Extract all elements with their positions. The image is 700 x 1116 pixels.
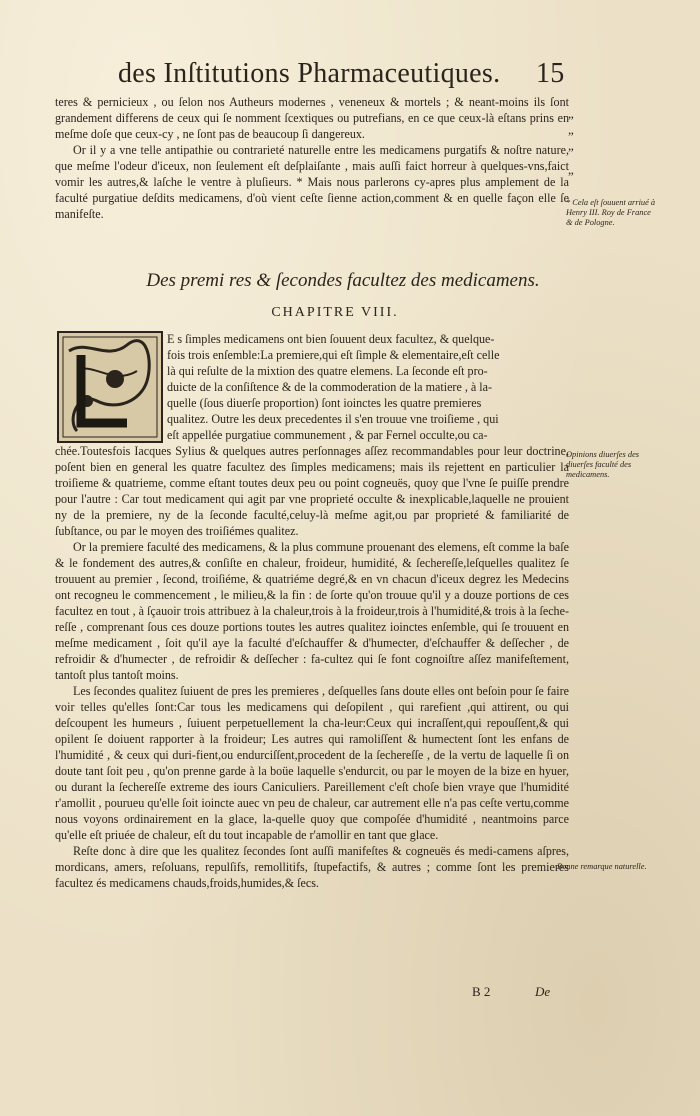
text-line: quelle (ſous diuerſe proportion) ſont ioinctes les quatre premieres <box>167 396 482 410</box>
chapter-heading: CHAPITRE VIII. <box>271 305 399 320</box>
paragraph-first-faculty: Or la premiere faculté des medicamens, & la plus commune prouenant des elemens, eſt comme la baſe & le fondement des autres,& conſiſte en chaleur, froideur, humidité, & ſechereſſe,leſquelles qualitez ſe trouuent au premier , ſecond, troiſiéme, & quatriéme degré,& en vn chacun d'iceux degrez les Medecins ont recogneu le commencement , le milieu,& la fin : de ſorte qu'on trouue qu'il y a douze portions de ces facultez en tout , à ſçauoir trois attribuez à la chaleur,trois à la froideur,trois à l'humidité,& trois à la ſeche-reſſe , comprenant ſous ces douze portions toutes les autres qualitez ioinctes enſemble, qui ſe trouuent en meſme medicament , ſoit qu'il aye la faculté d'eſchauffer & d'humecter, d'eſchauffer & deſſecher , de refroidir & d'humecter , de refroidir & deſſecher : fa-cultez qui ſe font cognoiſtre aſſez manifeſtement, tantoſt plus tantoſt moins. <box>55 540 569 682</box>
margin-note-henry: * Cela eſt ſouuent arriué à Henry III. Roy de France & de Pologne. <box>566 198 656 227</box>
paragraph-continued: teres & pernicieux , ou ſelon nos Autheurs modernes , veneneux & mortels ; & neant-moins ils ſont grandement differens de ceux qui ſe nomment ſcextiques ou putrefians, en ce que ceux-là eſtans prins en meſme doſe que ceux-cy , ne ſont pas de beaucoup ſi dangereux. <box>55 95 569 141</box>
text-line: eſt appellée purgatiue communement , & par Fernel occulte,ou ca- <box>167 428 488 442</box>
section-title: Des premi res & ſecondes facultez des medicamens. <box>146 270 540 291</box>
running-title: des Inſtitutions Pharmaceutiques. <box>118 58 501 89</box>
running-header <box>118 58 568 94</box>
quote-mark: „ <box>568 162 574 177</box>
quote-mark: „ <box>568 138 574 153</box>
text-line: fois trois enſemble:La premiere,qui eſt ſimple & elementaire,eſt celle <box>167 348 500 362</box>
chapter-body <box>55 443 569 891</box>
quote-mark: „ <box>568 106 574 121</box>
signature-mark: B 2 <box>472 984 491 999</box>
quote-mark: „ <box>568 122 574 137</box>
text-line: duicte de la conſiſtence & de la commoderation de la matiere , à la- <box>167 380 493 394</box>
chapter-opening <box>55 331 569 443</box>
text-line: E s ſimples medicamens ont bien ſouuent deux facultez, & quelque- <box>167 332 495 346</box>
quote-marks-column <box>568 98 586 178</box>
margin-note-opinions: Opinions diuerſes des diuerſes faculté des medicamens. <box>566 450 640 479</box>
top-text-block <box>55 94 569 222</box>
page-number: 15 <box>536 58 565 89</box>
margin-note-remark: Bonne remarque naturelle. <box>557 862 647 871</box>
text-line: là qui reſulte de la mixtion des quatre elemens. La ſeconde eſt pro- <box>167 364 488 378</box>
paragraph-conclusion: Reſte donc à dire que les qualitez ſecondes ſont auſſi manifeſtes & cogneuës és medi-camens aſpres, mordicans, amers, reſoluans, repulſifs, remollitifs, ſtupefactifs, & autres ; comme ſont les premieres facultez és medicamens chauds,froids,humides,& ſecs. <box>55 844 569 890</box>
text-line: qualitez. Outre les deux precedentes il s'en trouue vne troiſieme , qui <box>167 412 499 426</box>
paragraph-sylius: chée.Toutesfois Iacques Sylius & quelques autres perſonnages aſſez recommandables pour leur doctrine, poſent bien en general les quatre facultez des ſimples medicamens; mais ils rejettent en particulier la troiſieme & quatrieme, comme eſtant toutes deux peu ou point cogneuës, quoy que l'vne ſe puiſſe prendre pour l'autre : Car tout medicament qui agit par vne proprieté occulte & inexplicable,laquelle ne prouient ny de la premiere, ny de la ſeconde faculté,celuy-là meſme agit,ou par proprieté & familiarité de ſubſtance, ou par le moyen des troiſiémes qualitez. <box>55 444 569 538</box>
paragraph-antipathy: Or il y a vne telle antipathie ou contrarieté naturelle entre les medicamens purgatifs & noſtre nature, que meſme l'odeur d'iceux, non ſeulement eſt deſplaiſante , mais auſſi faict horreur à quelques-vns,faict vomir les autres,& laſche le ventre à pluſieurs. * Mais nous parlerons cy-apres plus amplement de la faculté purgatiue deſdits medicamens, d'où vient ceſte ſienne action,comment & en quelle façon elle ſe manifeſte. <box>55 143 569 221</box>
paragraph-second-qualities: Les ſecondes qualitez ſuiuent de pres les premieres , deſquelles ſans doute elles ont beſoin pour ſe faire voir telles qu'elles ſont:Car tous les medicamens qui deſopilent , qui rarefient ,qui attirent, ou qui deſcoupent les humeurs , ſuiuent perpetuellement la cha-leur:Ceux qui incraſſent,qui repouſſent,& qui opilent ſe doiuent rapporter à la froideur; Les autres qui ramoliſſent & humectent ſont les enfans de l'humidité , & ceux qui duri-fient,ou endurciſſent,procedent de la ſechereſſe , de la vertu de laquelle ſi on doute tant ſoit peu , qu'on prenne garde à la boüe laquelle s'endurcit, ou par le moyen de la bize en hyuer, ou durant la ſechereſſe extreme des iours Caniculiers. Pareillement c'eſt choſe bien vraye que l'humidité r'amollit , pourueu qu'elle ſoit ioincte auec vn peu de chaleur, car autrement elle n'a pas ceſte vertu,comme nous voyons ordinairement en la glace, la-quelle quoy que compoſée d'humidité , neantmoins parce qu'elle eſt priuée de chaleur, eſt du tout incapable de r'amollir en tant que glace. <box>55 684 569 842</box>
catchword: De <box>535 984 551 999</box>
